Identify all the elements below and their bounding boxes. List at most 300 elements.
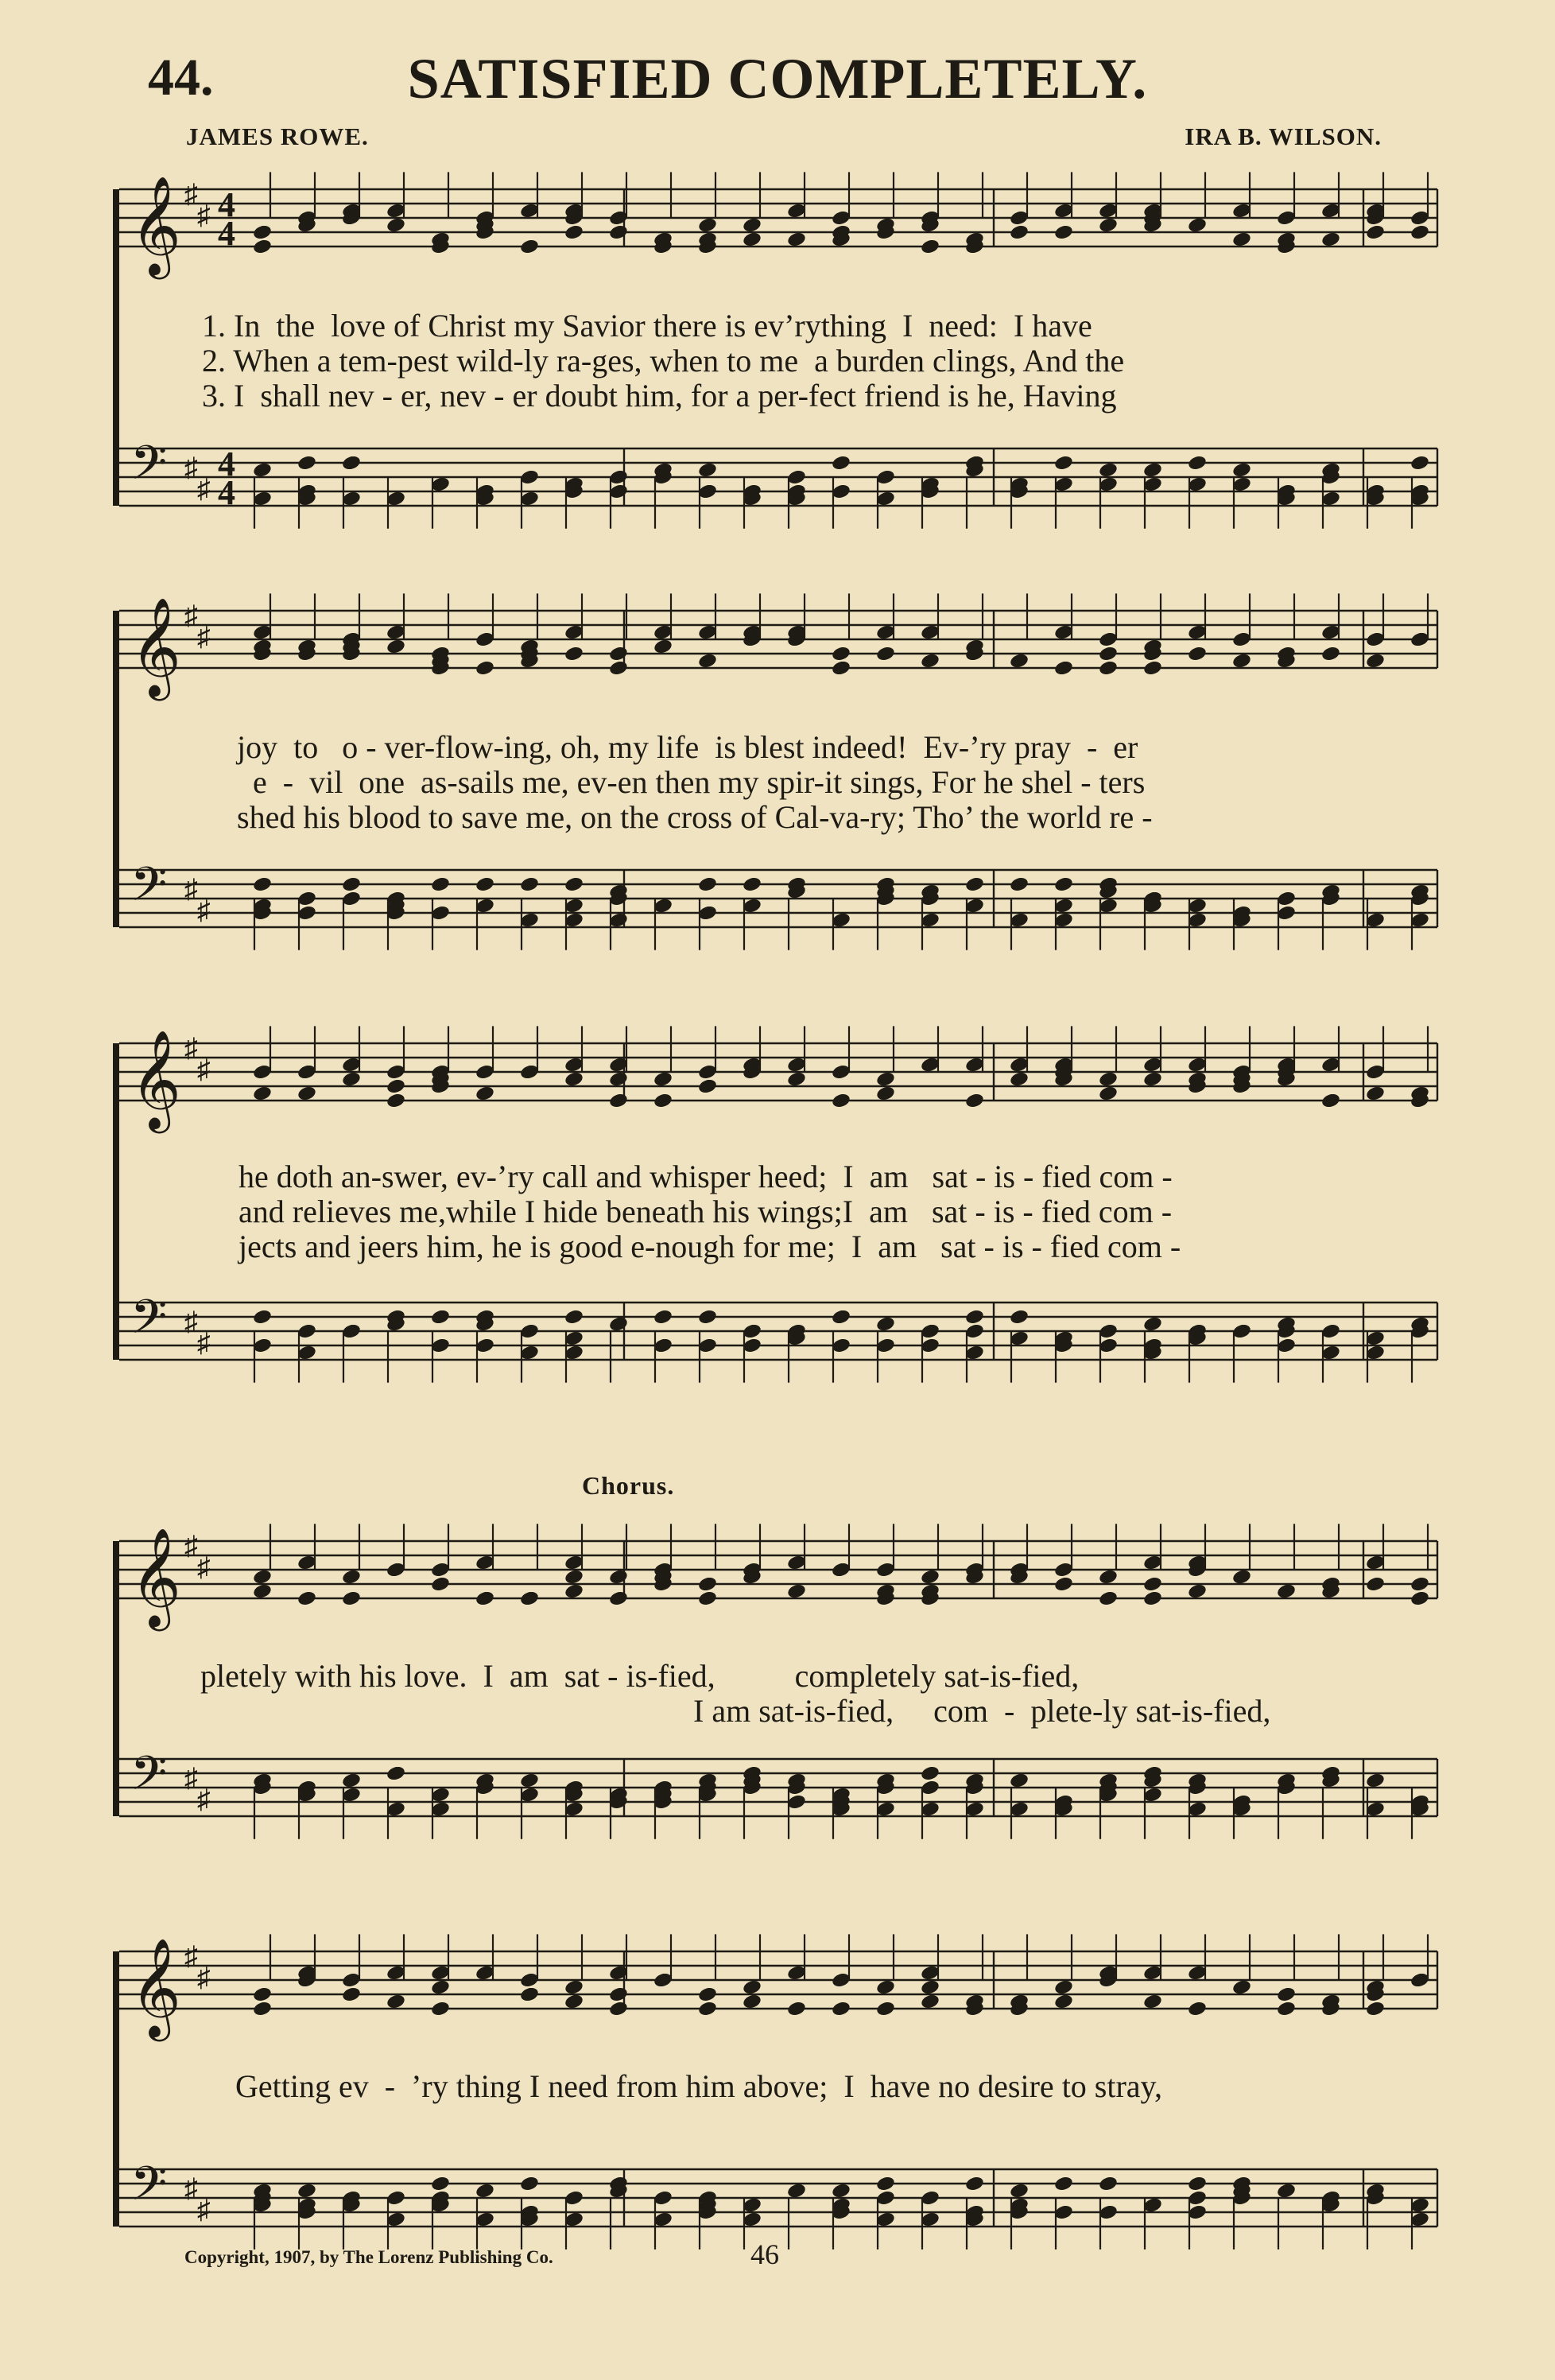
sharp-icon: ♯ [197, 201, 211, 231]
note-head [875, 490, 896, 507]
note-head [964, 454, 985, 472]
note-head [831, 1561, 851, 1578]
note-head [475, 490, 495, 507]
note-head [297, 216, 317, 234]
note-head [1365, 2000, 1386, 2017]
note-head [653, 1568, 673, 1586]
note-head [1231, 652, 1252, 670]
note-head [742, 1063, 762, 1081]
note-head [1410, 1092, 1430, 1109]
note-head [742, 216, 762, 234]
note-head [1276, 483, 1297, 500]
note-head [386, 638, 406, 655]
note-head [1276, 1315, 1297, 1333]
note-head [1231, 231, 1252, 248]
note-head [875, 1772, 896, 1789]
note-head [653, 238, 673, 255]
note-head [653, 623, 673, 641]
note-head [608, 659, 629, 677]
note-head [1142, 1337, 1163, 1354]
note-head [786, 883, 807, 900]
note-head [653, 2189, 673, 2207]
note-head [1098, 659, 1119, 677]
note-head [430, 1070, 451, 1088]
note-head [1098, 1772, 1119, 1789]
note-head [341, 454, 362, 472]
note-head [519, 638, 540, 655]
note-head [1365, 490, 1386, 507]
note-head [1276, 1582, 1297, 1600]
note-head [742, 1337, 762, 1354]
note-head [697, 461, 718, 479]
note-head [697, 2203, 718, 2221]
note-head [653, 1337, 673, 1354]
note-head [1187, 2189, 1208, 2207]
note-head [1231, 476, 1252, 493]
note-head [1276, 490, 1297, 507]
note-head [697, 1063, 718, 1081]
note-head [1142, 1772, 1163, 1789]
note-head [1231, 652, 1252, 670]
note-head [564, 1786, 584, 1803]
note-head [252, 638, 273, 655]
note-head [1276, 904, 1297, 922]
note-head [564, 897, 584, 914]
note-head [875, 1561, 896, 1578]
note-head [519, 2175, 540, 2192]
note-head [1320, 1056, 1341, 1074]
note-head [831, 209, 851, 227]
system-2-verse-3: shed his blood to save me, on the cross of Cal-va-ry; Tho’ the world re - [237, 799, 1153, 835]
note-head [608, 1793, 629, 1811]
note-head [1142, 2196, 1163, 2214]
note-head [297, 2182, 317, 2199]
note-head [920, 1322, 940, 1340]
note-head [519, 238, 540, 255]
note-head [564, 876, 584, 893]
note-head [475, 1315, 495, 1333]
note-head [1098, 631, 1119, 648]
note-head [964, 1772, 985, 1789]
sharp-icon: ♯ [197, 896, 211, 926]
note-head [252, 1568, 273, 1586]
note-head [252, 1063, 273, 1081]
system-4-verse-2: I am sat-is-fied, com - plete-ly sat-is-fied, [693, 1693, 1271, 1729]
note-head [964, 2211, 985, 2228]
note-head [1320, 645, 1341, 662]
note-head [341, 1056, 362, 1074]
note-head [1276, 890, 1297, 907]
note-head [386, 623, 406, 641]
note-head [386, 1561, 406, 1578]
bass-clef-icon: 𝄢 [130, 1745, 168, 1812]
note-head [430, 876, 451, 893]
note-head [564, 1800, 584, 1818]
note-head [1009, 2203, 1030, 2221]
note-head [297, 1590, 317, 1607]
note-head [964, 1308, 985, 1326]
note-head [252, 1308, 273, 1326]
note-head [1365, 911, 1386, 929]
note-head [786, 1322, 807, 1340]
note-head [1187, 623, 1208, 641]
note-head [564, 1070, 584, 1088]
note-head [519, 468, 540, 486]
note-head [964, 1561, 985, 1578]
system-5-verse-1: Getting ev - ’ry thing I need from him above; I have no desire to stray, [235, 2068, 1162, 2104]
note-head [1320, 890, 1341, 907]
note-head [697, 904, 718, 922]
note-head [1187, 216, 1208, 234]
note-head [1231, 1978, 1252, 1996]
note-head [742, 1779, 762, 1796]
note-head [252, 645, 273, 662]
note-head [1231, 1077, 1252, 1095]
note-head [786, 490, 807, 507]
note-head [1231, 911, 1252, 929]
note-head [653, 1337, 673, 1354]
note-head [341, 2196, 362, 2214]
note-head [1187, 1070, 1208, 1088]
note-head [964, 1800, 985, 1818]
note-head [1410, 1793, 1430, 1811]
note-head [875, 1800, 896, 1818]
note-head [875, 883, 896, 900]
hymn-title: SATISFIED COMPLETELY. [407, 47, 1148, 111]
note-head [1320, 1582, 1341, 1600]
note-head [297, 1779, 317, 1796]
note-head [1053, 876, 1074, 893]
note-head [608, 1964, 629, 1982]
note-head [297, 2203, 317, 2221]
note-head [920, 209, 940, 227]
note-head [875, 223, 896, 241]
note-head [1276, 209, 1297, 227]
note-head [1410, 1575, 1430, 1593]
note-head [519, 2203, 540, 2221]
system-1-verse-1: 1. In the love of Christ my Savior there is ev’rything I need: I have [202, 308, 1092, 344]
note-head [742, 483, 762, 500]
note-head [1053, 1800, 1074, 1818]
note-head [920, 1779, 940, 1796]
note-head [1142, 1964, 1163, 1982]
note-head [430, 1978, 451, 1996]
note-head [341, 1322, 362, 1340]
note-head [475, 659, 495, 677]
sharp-icon: ♯ [184, 453, 198, 483]
note-head [1098, 1786, 1119, 1803]
note-head [297, 1322, 317, 1340]
note-head [1365, 1344, 1386, 1361]
note-head [608, 1315, 629, 1333]
note-head [1098, 1085, 1119, 1102]
note-head [653, 1971, 673, 1989]
note-head [920, 483, 940, 500]
note-head [341, 490, 362, 507]
note-head [653, 231, 673, 248]
note-head [252, 897, 273, 914]
note-head [1142, 1765, 1163, 1782]
note-head [875, 1978, 896, 1996]
note-head [875, 1337, 896, 1354]
note-head [1410, 2211, 1430, 2228]
note-head [1365, 1986, 1386, 2003]
note-head [1053, 659, 1074, 677]
note-head [920, 2211, 940, 2228]
note-head [742, 897, 762, 914]
note-head [1231, 1063, 1252, 1081]
note-head [875, 623, 896, 641]
note-head [1187, 1077, 1208, 1095]
note-head [1098, 476, 1119, 493]
note-head [1276, 1779, 1297, 1796]
note-head [831, 2203, 851, 2221]
note-head [252, 876, 273, 893]
note-head [430, 1800, 451, 1818]
note-head [653, 623, 673, 641]
note-head [697, 483, 718, 500]
note-head [831, 223, 851, 241]
note-head [697, 216, 718, 234]
note-head [1187, 1330, 1208, 1347]
note-head [1276, 2182, 1297, 2199]
note-head [1410, 631, 1430, 648]
note-head [875, 1779, 896, 1796]
note-head [1187, 216, 1208, 234]
time-signature-top: 4 [218, 185, 235, 224]
note-head [831, 1308, 851, 1326]
note-head [1320, 623, 1341, 641]
note-head [1098, 897, 1119, 914]
bass-clef-icon: 𝄢 [130, 435, 168, 502]
note-head [1053, 1561, 1074, 1578]
note-head [653, 1070, 673, 1088]
note-head [1142, 1590, 1163, 1607]
note-head [1142, 1056, 1163, 1074]
note-head [786, 631, 807, 648]
note-head [831, 645, 851, 662]
note-head [1276, 2182, 1297, 2199]
note-head [1276, 2182, 1297, 2199]
note-head [1276, 1779, 1297, 1796]
note-head [653, 1786, 673, 1803]
note-head [1098, 1590, 1119, 1607]
note-head [341, 202, 362, 219]
note-head [786, 1056, 807, 1074]
note-head [519, 490, 540, 507]
note-head [252, 223, 273, 241]
note-head [430, 1077, 451, 1095]
note-head [831, 911, 851, 929]
note-head [1187, 1322, 1208, 1340]
note-head [831, 1971, 851, 1989]
note-head [475, 216, 495, 234]
note-head [697, 238, 718, 255]
note-head [1098, 1568, 1119, 1586]
note-head [1231, 1978, 1252, 1996]
note-head [252, 1986, 273, 2003]
note-head [1410, 1971, 1430, 1989]
note-head [608, 2182, 629, 2199]
note-head [297, 638, 317, 655]
treble-clef-icon: 𝄞 [130, 1938, 181, 2037]
note-head [1142, 890, 1163, 907]
note-head [831, 1337, 851, 1354]
note-head [386, 904, 406, 922]
note-head [1320, 202, 1341, 219]
note-head [564, 476, 584, 493]
note-head [1098, 216, 1119, 234]
note-head [341, 890, 362, 907]
note-head [1231, 1070, 1252, 1088]
note-head [1187, 2000, 1208, 2017]
note-head [475, 1964, 495, 1982]
note-head [1365, 1575, 1386, 1593]
note-head [252, 1779, 273, 1796]
note-head [341, 2189, 362, 2207]
note-head [1098, 1322, 1119, 1340]
note-head [564, 1993, 584, 2010]
note-head [1098, 876, 1119, 893]
note-head [1098, 1070, 1119, 1088]
note-head [742, 1568, 762, 1586]
note-head [608, 1070, 629, 1088]
sharp-icon: ♯ [184, 1764, 198, 1793]
note-head [964, 645, 985, 662]
note-head [1320, 1092, 1341, 1109]
note-head [1187, 1554, 1208, 1571]
note-head [1320, 2000, 1341, 2017]
system-4-verse-1: pletely with his love. I am sat - is-fied, completely sat-is-fied, [200, 1658, 1080, 1694]
note-head [786, 202, 807, 219]
note-head [964, 2203, 985, 2221]
note-head [786, 876, 807, 893]
note-head [341, 454, 362, 472]
note-head [1142, 1344, 1163, 1361]
note-head [964, 1092, 985, 1109]
note-head [742, 631, 762, 648]
composer-credit: IRA B. WILSON. [1185, 122, 1382, 150]
note-head [742, 1322, 762, 1340]
note-head [564, 2211, 584, 2228]
note-head [1276, 645, 1297, 662]
note-head [475, 876, 495, 893]
note-head [1365, 2182, 1386, 2199]
note-head [252, 2182, 273, 2199]
note-head [1053, 623, 1074, 641]
note-head [475, 1772, 495, 1789]
note-head [697, 1308, 718, 1326]
note-head [831, 659, 851, 677]
note-head [920, 1765, 940, 1782]
note-head [1187, 1779, 1208, 1796]
note-head [742, 1765, 762, 1782]
note-head [742, 876, 762, 893]
note-head [386, 216, 406, 234]
note-head [1142, 461, 1163, 479]
note-head [252, 2196, 273, 2214]
note-head [920, 623, 940, 641]
note-head [1053, 1337, 1074, 1354]
note-head [341, 1590, 362, 1607]
bass-clef-icon: 𝄢 [130, 1289, 168, 1356]
note-head [341, 1568, 362, 1586]
note-head [430, 231, 451, 248]
note-head [920, 890, 940, 907]
note-head [1098, 2175, 1119, 2192]
note-head [1231, 2189, 1252, 2207]
note-head [964, 897, 985, 914]
note-head [1187, 454, 1208, 472]
note-head [1276, 1582, 1297, 1600]
note-head [697, 652, 718, 670]
note-head [564, 1779, 584, 1796]
note-head [831, 1561, 851, 1578]
note-head [252, 904, 273, 922]
note-head [564, 645, 584, 662]
note-head [1009, 652, 1030, 670]
note-head [786, 468, 807, 486]
copyright-notice: Copyright, 1907, by The Lorenz Publishing Co. [184, 2247, 553, 2267]
note-head [1098, 1779, 1119, 1796]
note-head [875, 1590, 896, 1607]
note-head [608, 911, 629, 929]
sharp-icon: ♯ [197, 623, 211, 652]
note-head [1142, 897, 1163, 914]
note-head [1187, 1772, 1208, 1789]
note-head [1365, 1772, 1386, 1789]
note-head [1276, 231, 1297, 248]
note-head [1320, 202, 1341, 219]
note-head [1098, 645, 1119, 662]
treble-clef-icon: 𝄞 [130, 1528, 181, 1627]
note-head [1276, 1582, 1297, 1600]
note-head [1276, 1063, 1297, 1081]
note-head [564, 223, 584, 241]
note-head [742, 2196, 762, 2214]
note-head [519, 1590, 540, 1607]
note-head [519, 1322, 540, 1340]
sharp-icon: ♯ [197, 1055, 211, 1085]
note-head [786, 1070, 807, 1088]
note-head [1410, 1971, 1430, 1989]
note-head [519, 1986, 540, 2003]
note-head [964, 2000, 985, 2017]
note-head [1320, 461, 1341, 479]
note-head [297, 1063, 317, 1081]
note-head [786, 1779, 807, 1796]
note-head [831, 1308, 851, 1326]
note-head [920, 2189, 940, 2207]
note-head [430, 652, 451, 670]
note-head [831, 483, 851, 500]
note-head [475, 2182, 495, 2199]
note-head [964, 2175, 985, 2192]
note-head [386, 1315, 406, 1333]
note-head [297, 904, 317, 922]
note-head [653, 468, 673, 486]
note-head [1142, 1993, 1163, 2010]
note-head [831, 2000, 851, 2017]
note-head [1365, 209, 1386, 227]
note-head [608, 209, 629, 227]
note-head [1410, 490, 1430, 507]
note-head [1276, 238, 1297, 255]
note-head [920, 911, 940, 929]
note-head [1142, 1554, 1163, 1571]
note-head [519, 2211, 540, 2228]
note-head [475, 483, 495, 500]
